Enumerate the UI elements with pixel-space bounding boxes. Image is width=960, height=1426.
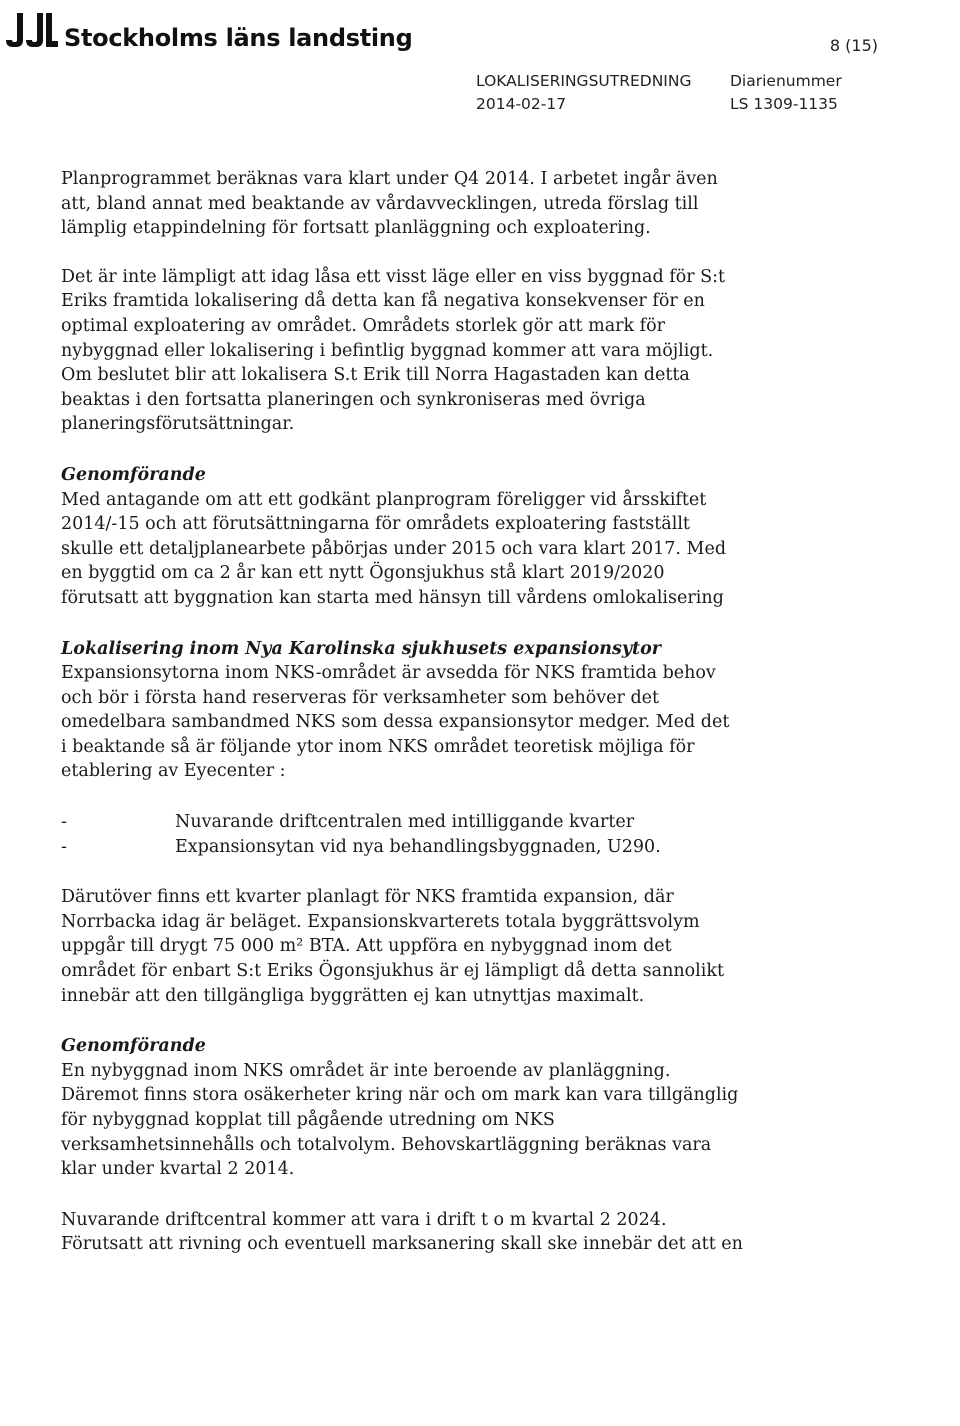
registration-label: Diarienummer — [730, 72, 842, 90]
organization-name: Stockholms läns landsting — [64, 24, 413, 52]
paragraph-planprogram: Planprogrammet beräknas vara klart under Q4 2014. I arbetet ingår även att, bland annat med beaktande av vårdavvecklingen, utreda förslag till lämplig etappindelning för fortsatt planläggning och exploatering. — [61, 169, 718, 239]
paragraph-implementation: Med antagande om att ett godkänt planprogram föreligger vid årsskiftet 2014/-15 och att förutsättningarna för områdets exploatering fastställt skulle ett detaljplanearbete påbörjas under 2015 och vara klart 2017. Med en byggtid om ca 2 år kan ett nytt Ögonsjukhus stå klart 2019/2020 förutsatt att byggnation kan starta med hänsyn till vårdens omlokalisering — [61, 489, 727, 608]
sll-logo-icon — [4, 10, 58, 50]
list-item-text: Expansionsytan vid nya behandlingsbyggnaden, U290. — [175, 836, 661, 857]
document-date: 2014-02-17 — [476, 95, 567, 113]
list-dash: - — [61, 836, 67, 857]
document-type: LOKALISERINGSUTREDNING — [476, 72, 692, 90]
paragraph-driftcentral: Nuvarande driftcentral kommer att vara i drift t o m kvartal 2 2024. Förutsatt att rivning och eventuell marksanering skall ske innebär det att en — [61, 1209, 743, 1255]
paragraph-localization: Det är inte lämpligt att idag låsa ett visst läge eller en viss byggnad för S:t Eriks framtida lokalisering då detta kan få negativa konsekvenser för en optimal exploatering av området. Områdets storlek gör att mark för nybyggnad eller lokalisering i befintlig byggnad kommer att vara möjligt. Om beslutet blir att lokalisera S.t Erik till Norra Hagastaden kan detta beaktas i den fortsatta planeringen och synkroniseras med övriga planeringsförutsättningar. — [61, 266, 726, 435]
page-header — [0, 0, 960, 120]
section-heading-implementation-2: Genomförande — [61, 1036, 206, 1057]
list-item — [61, 810, 761, 835]
page-number: 8 (15) — [829, 36, 878, 55]
paragraph-norrbacka: Därutöver finns ett kvarter planlagt för NKS framtida expansion, där Norrbacka idag är beläget. Expansionskvarterets totala byggrättsvolym uppgår till drygt 75 000 m² BTA. Att uppföra en nybyggnad inom det området för enbart S:t Eriks Ögonsjukhus är ej lämpligt då detta sannolikt innebär att den tillgängliga byggrätten ej kan utnyttjas maximalt. — [61, 887, 725, 1006]
document-body — [61, 167, 761, 1257]
section-heading-implementation: Genomförande — [61, 464, 206, 485]
list-dash: - — [61, 812, 67, 833]
expansion-area-list — [61, 810, 761, 859]
list-item-text: Nuvarande driftcentralen med intilliggande kvarter — [175, 812, 635, 833]
registration-meta — [730, 70, 842, 116]
list-item — [61, 835, 761, 860]
section-heading-nks-expansion: Lokalisering inom Nya Karolinska sjukhusets expansionsytor — [61, 638, 662, 659]
paragraph-expansion-areas: Expansionsytorna inom NKS-området är avsedda för NKS framtida behov och bör i första hand reserveras för verksamheter som behöver det omedelbara sambandmed NKS som dessa expansionsytor medger. Med det i beaktande så är följande ytor inom NKS området teoretisk möjliga för etablering av Eyecenter : — [61, 663, 730, 782]
document-meta — [476, 70, 692, 116]
registration-number: LS 1309-1135 — [730, 95, 838, 113]
paragraph-new-building: En nybyggnad inom NKS området är inte beroende av planläggning. Däremot finns stora osäkerheter kring när och om mark kan vara tillgänglig för nybyggnad kopplat till pågående utredning om NKS verksamhetsinnehålls och totalvolym. Behovskartläggning beräknas vara klar under kvartal 2 2014. — [61, 1060, 739, 1180]
